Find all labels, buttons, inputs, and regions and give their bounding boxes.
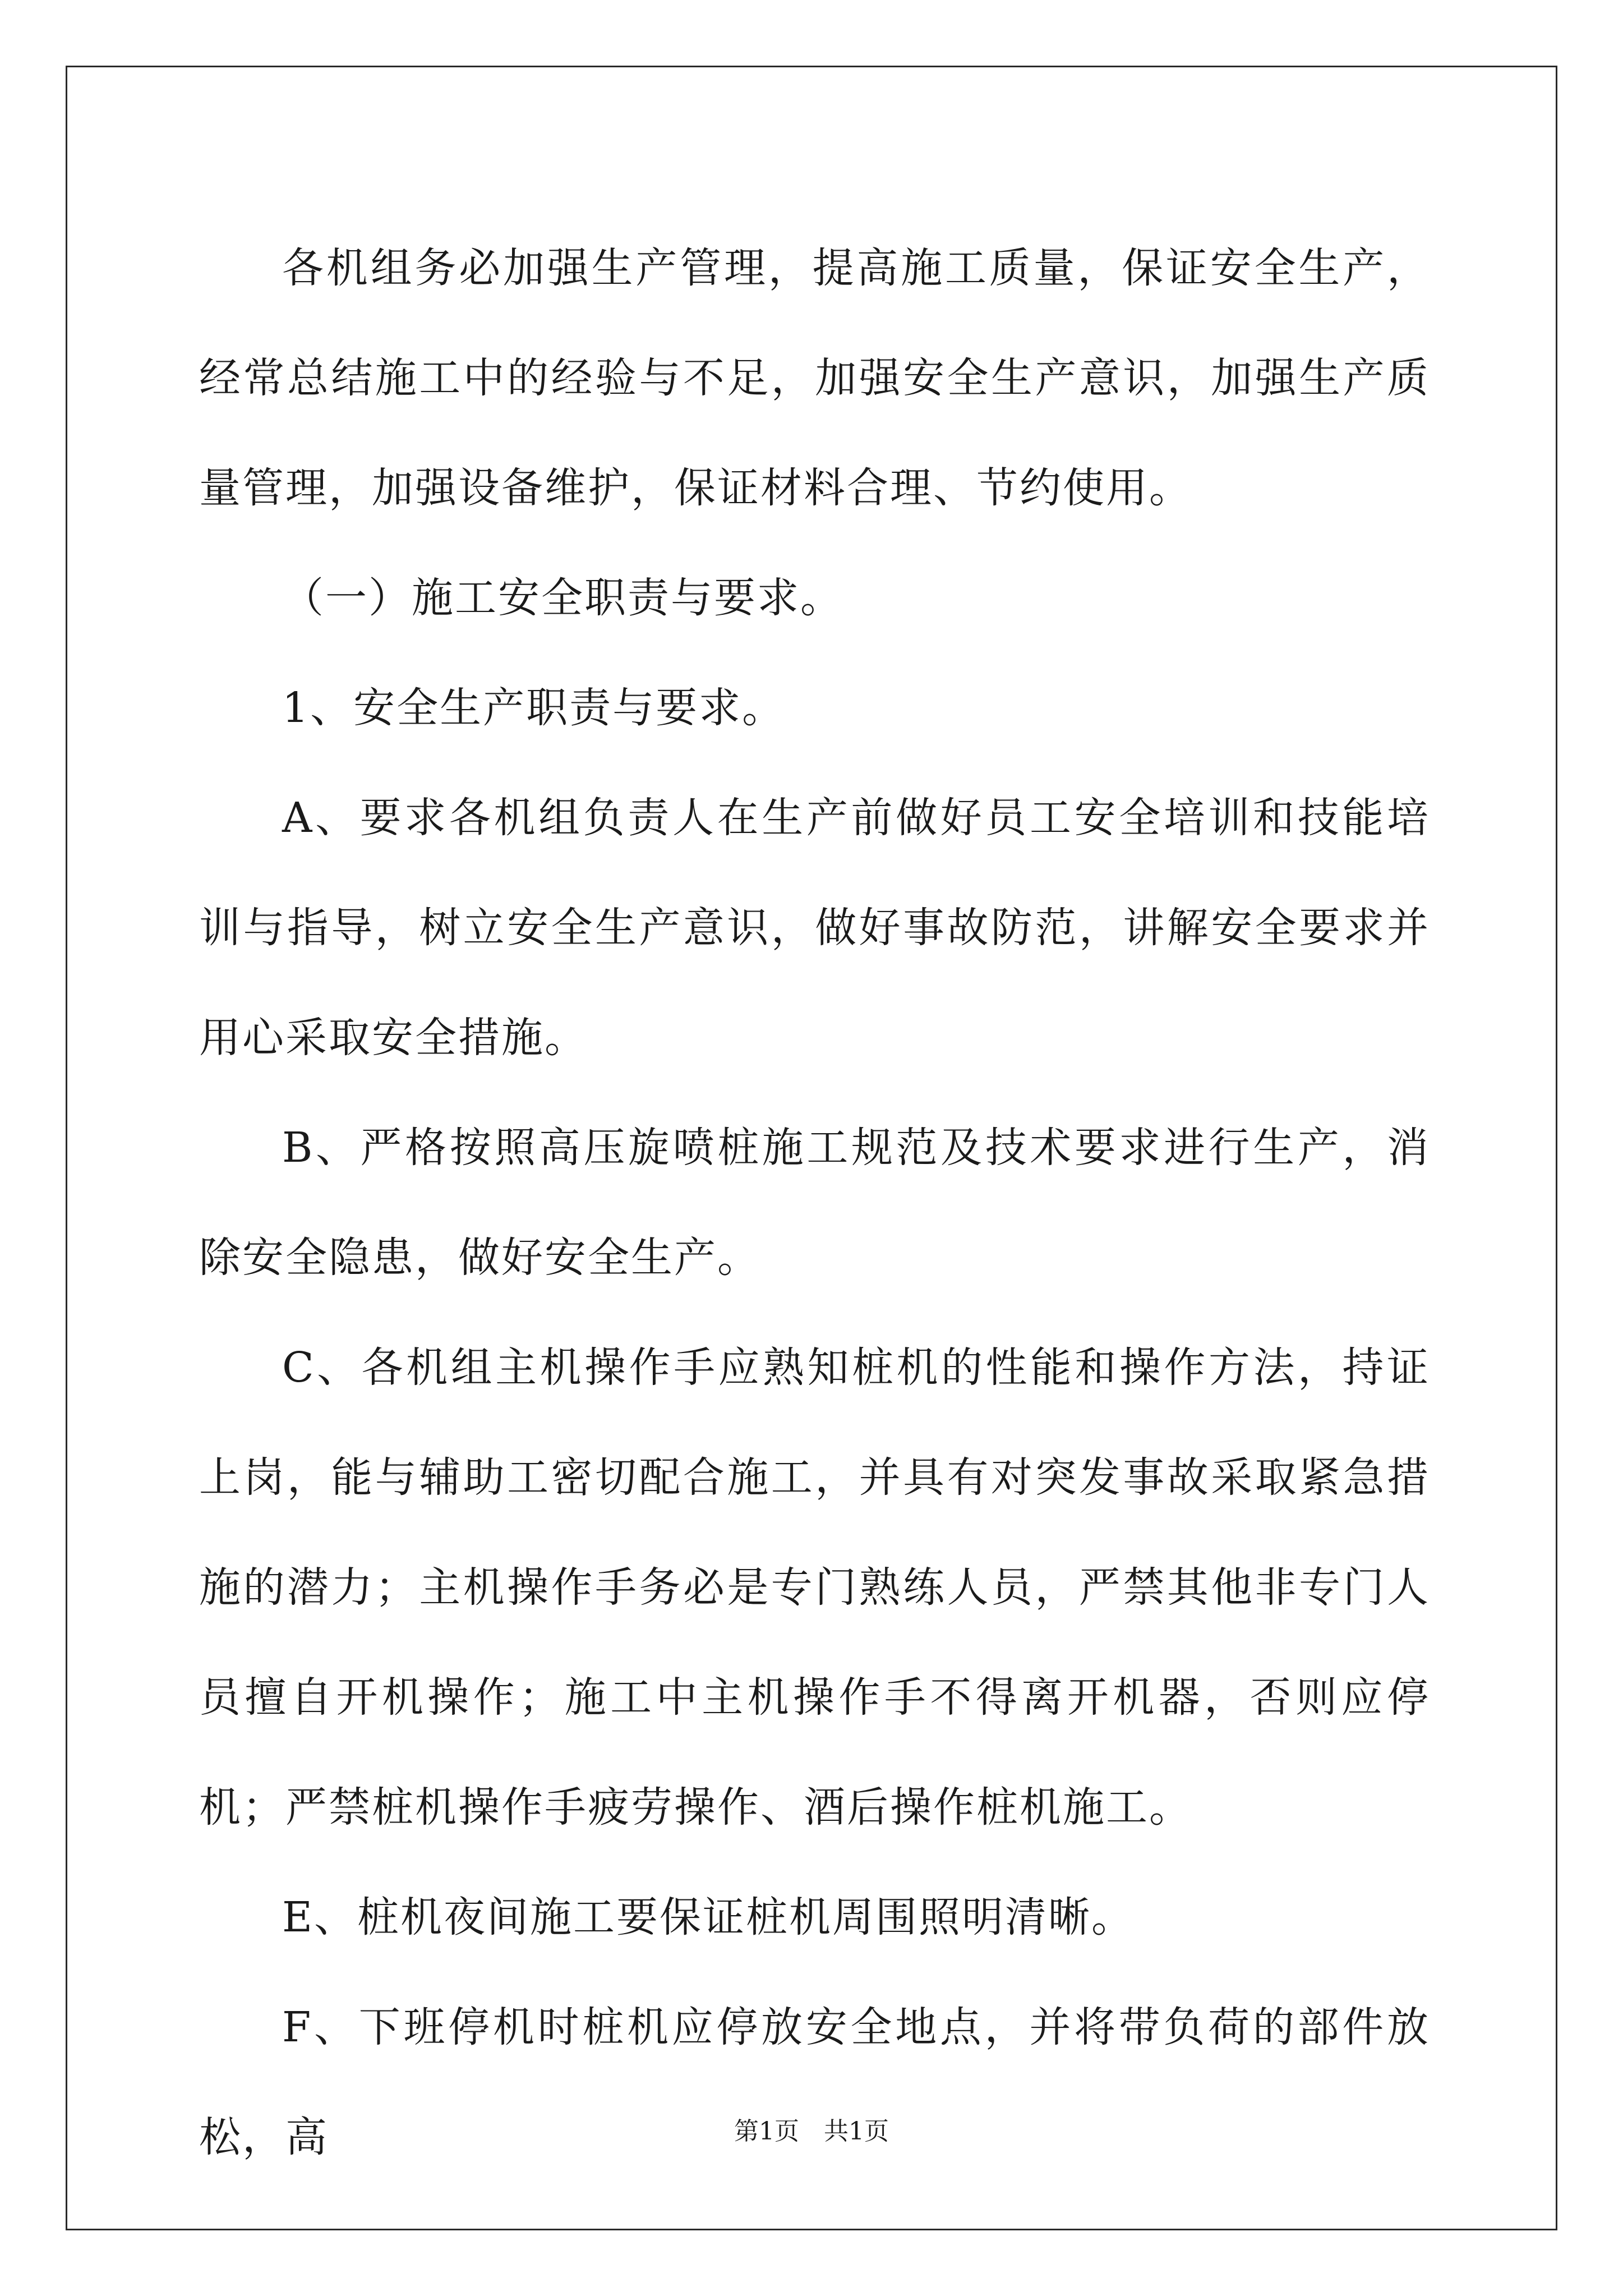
paragraph: 各机组务必加强生产管理，提高施工质量，保证安全生产，经常总结施工中的经验与不足，加强安全生产意识，加强生产质量管理，加强设备维护，保证材料合理、节约使用。	[199, 244, 1430, 512]
paragraph: （一）施工安全职责与要求。	[282, 574, 843, 622]
paragraph: E、桩机夜间施工要保证桩机周围照明清晰。	[282, 1893, 1135, 1941]
paragraph: F、下班停机时桩机应停放安全地点，并将带负荷的部件放松，高	[199, 2003, 1430, 2161]
paragraph: C、各机组主机操作手应熟知桩机的性能和操作方法，持证上岗，能与辅助工密切配合施工，并具有对突发事故采取紧急措施的潜力；主机操作手务必是专门熟练人员，严禁其他非专门人员擅自开机操作；施工中主机操作手不得离开机器，否则应停机；严禁桩机操作手疲劳操作、酒后操作桩机施工。	[199, 1343, 1430, 1832]
paragraph: A、要求各机组负责人在生产前做好员工安全培训和技能培训与指导，树立安全生产意识，做好事故防范，讲解安全要求并用心采取安全措施。	[199, 794, 1430, 1062]
paragraph: 1、安全生产职责与要求。	[282, 684, 786, 732]
paragraph: B、严格按照高压旋喷桩施工规范及技术要求进行生产，消除安全隐患，做好安全生产。	[199, 1124, 1430, 1282]
page-number-footer: 第1页 共1页	[734, 2117, 889, 2146]
document-body	[199, 213, 1430, 2192]
